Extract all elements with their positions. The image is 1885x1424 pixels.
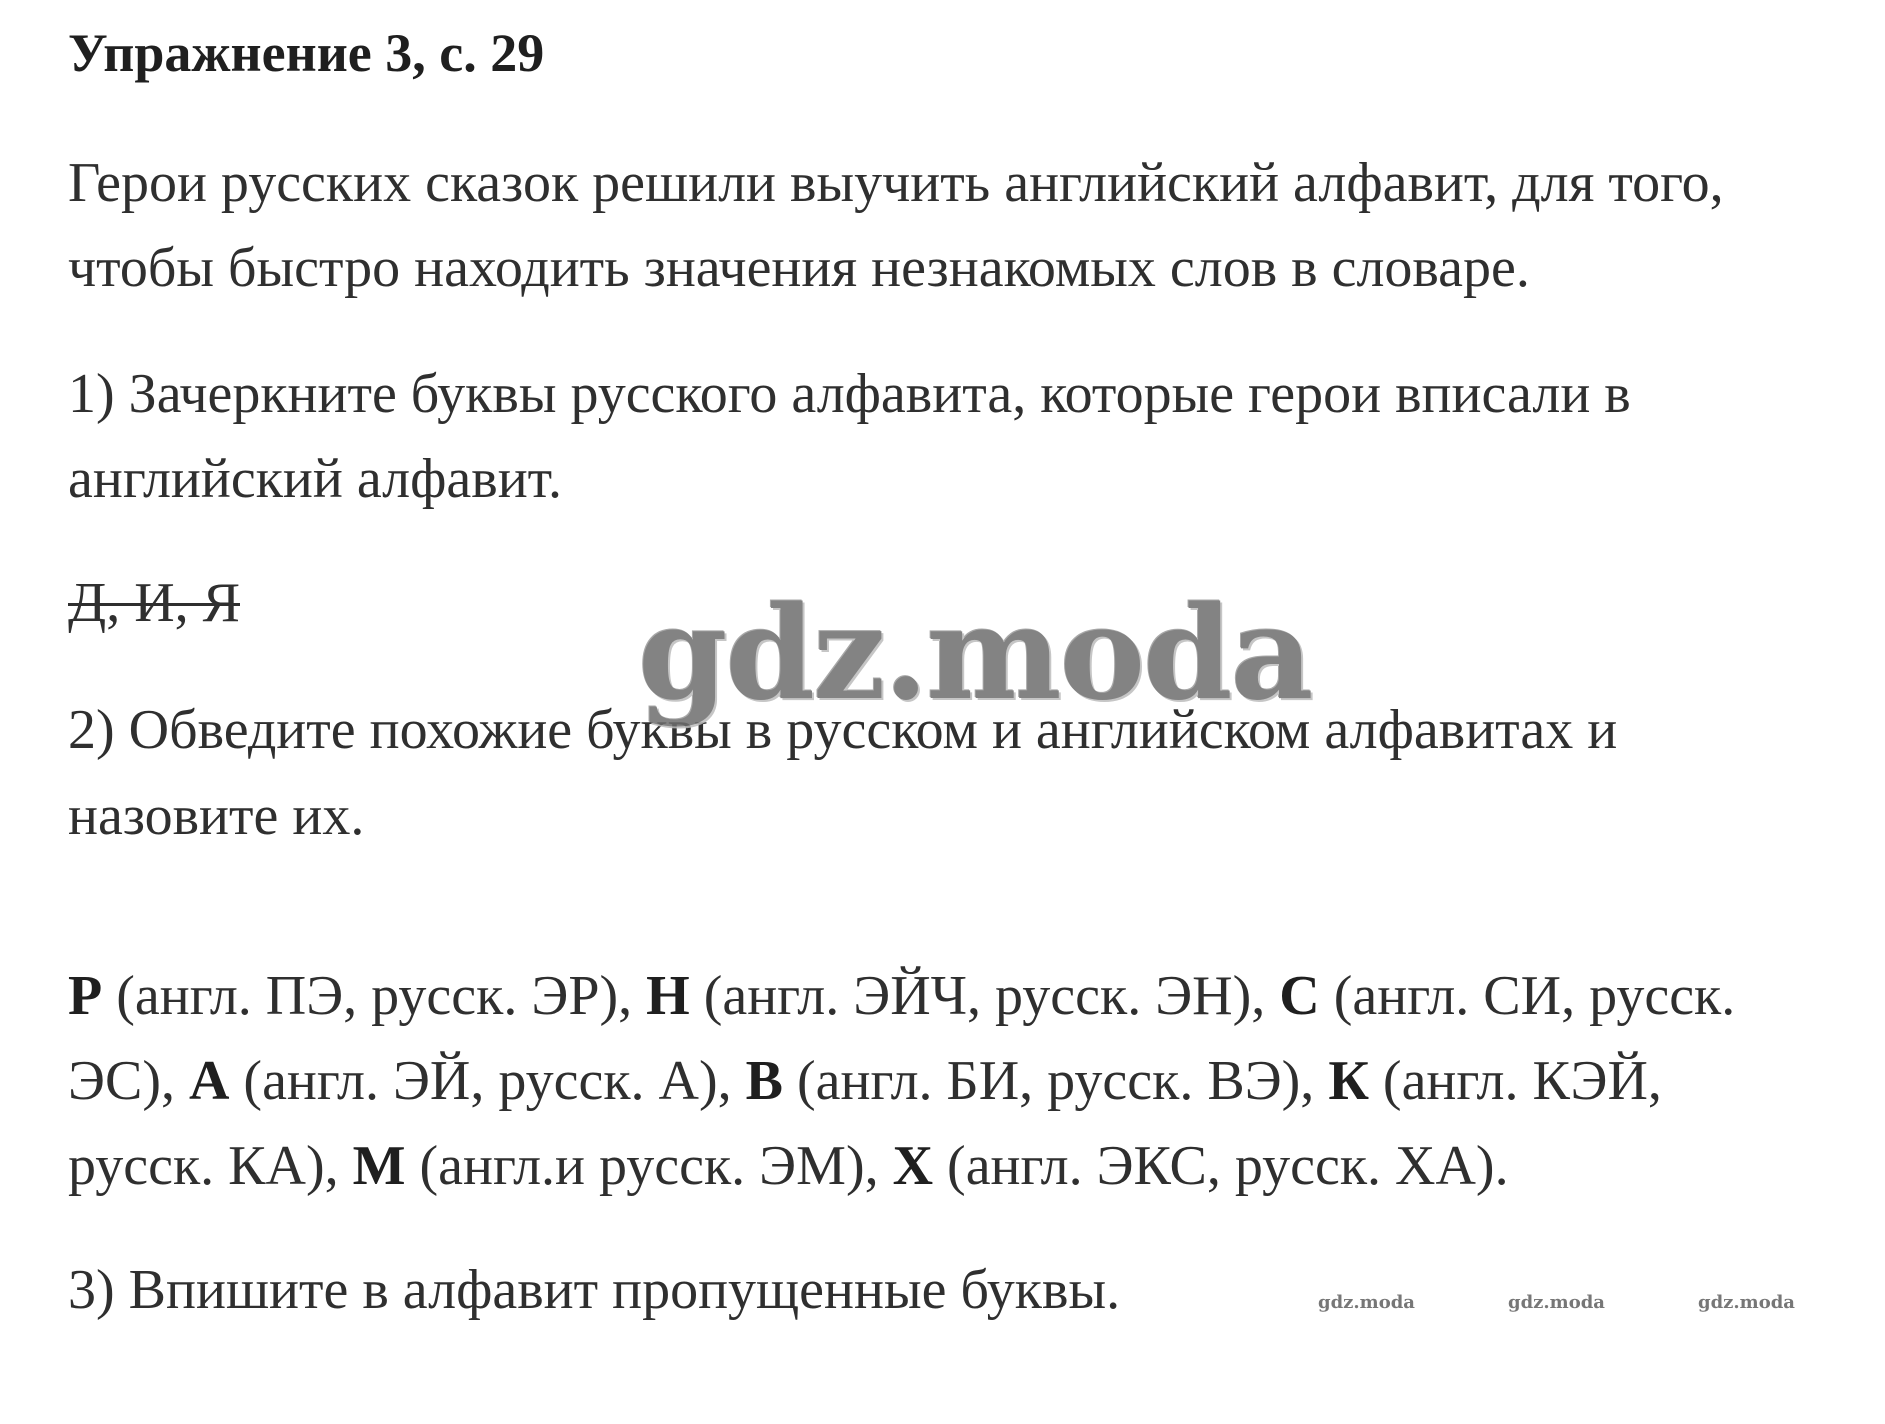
task-2-answer-line-3 <box>68 1135 1509 1197</box>
watermark-small-3: gdz.moda <box>1698 1292 1795 1313</box>
task-1-line-1: 1) Зачеркните буквы русского алфавита, которые герои вписали в <box>68 363 1631 425</box>
answer-text: (англ. БИ, русск. ВЭ), <box>783 1050 1329 1112</box>
answer-letter-kh: Х <box>892 1135 934 1197</box>
answer-letter-s: С <box>1279 965 1320 1027</box>
intro-text-line-1: Герои русских сказок решили выучить английский алфавит, для того, <box>68 152 1724 214</box>
task-1-answer-struck-letters: Д, И, Я <box>68 572 240 634</box>
answer-letter-n: Н <box>646 965 690 1027</box>
watermark-small-1: gdz.moda <box>1318 1292 1415 1313</box>
task-2-line-1: 2) Обведите похожие буквы в русском и английском алфавитах и <box>68 699 1618 761</box>
answer-text: (англ. ЭЙ, русск. А), <box>229 1050 746 1112</box>
task-3-line-1: 3) Впишите в алфавит пропущенные буквы. <box>68 1259 1121 1321</box>
task-2-answer-line-1 <box>68 965 1736 1027</box>
answer-text: (англ. ЭЙЧ, русск. ЭН), <box>689 965 1280 1027</box>
answer-letter-p: Р <box>68 965 103 1027</box>
task-2-line-2: назовите их. <box>68 785 365 847</box>
answer-text: (англ.и русск. ЭМ), <box>405 1135 893 1197</box>
answer-letter-m: М <box>352 1135 406 1197</box>
answer-text: ЭС), <box>68 1050 189 1112</box>
answer-letter-k: К <box>1328 1050 1369 1112</box>
exercise-title: Упражнение 3, с. 29 <box>68 23 545 83</box>
answer-text: (англ. КЭЙ, <box>1368 1050 1662 1112</box>
task-2-answer-line-2 <box>68 1050 1662 1112</box>
task-1-line-2: английский алфавит. <box>68 448 562 510</box>
answer-text: русск. КА), <box>68 1135 353 1197</box>
answer-letter-v: В <box>745 1050 784 1112</box>
answer-text: (англ. ПЭ, русск. ЭР), <box>102 965 647 1027</box>
answer-letter-a: А <box>188 1050 230 1112</box>
watermark-small-2: gdz.moda <box>1508 1292 1605 1313</box>
answer-text: (англ. ЭКС, русск. ХА). <box>933 1135 1509 1197</box>
intro-text-line-2: чтобы быстро находить значения незнакомых слов в словаре. <box>68 237 1530 299</box>
watermark-main: gdz.moda <box>638 579 1312 729</box>
answer-text: (англ. СИ, русск. <box>1319 965 1736 1027</box>
